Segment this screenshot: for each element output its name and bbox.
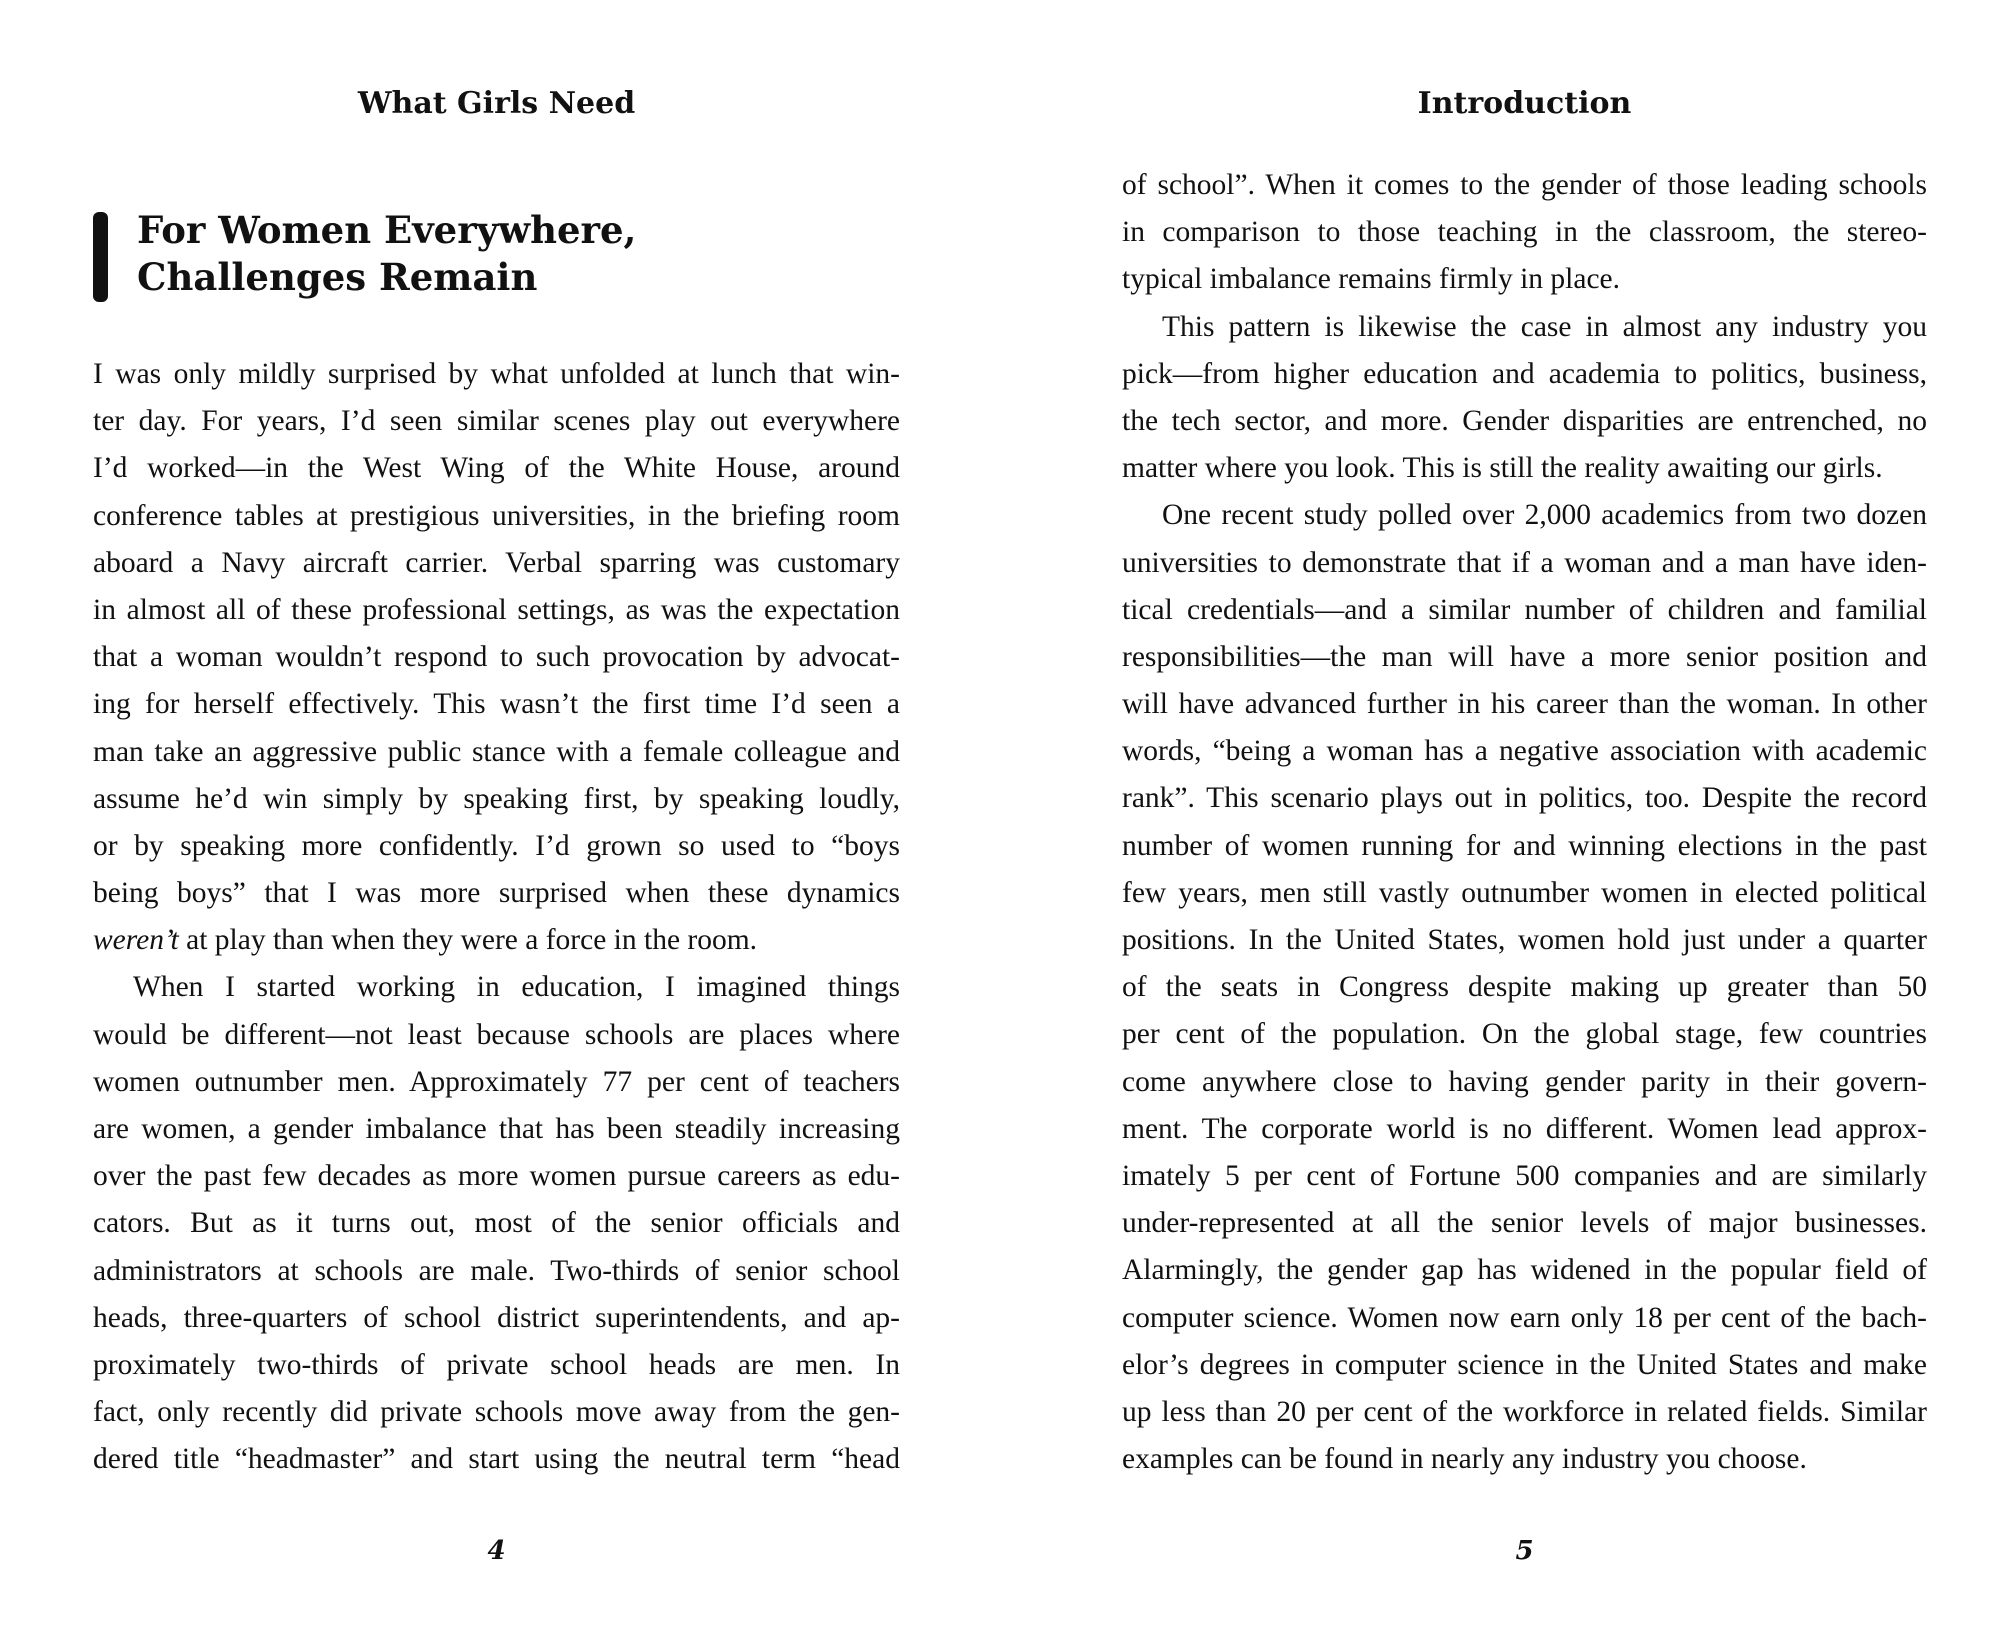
text-line: aboard a Navy aircraft carrier. Verbal sparring was customary xyxy=(93,546,900,579)
text-line: Alarmingly, the gender gap has widened in the popular field of xyxy=(1122,1254,1927,1287)
body-text-left xyxy=(93,351,900,1484)
text-line: per cent of the population. On the global stage, few countries xyxy=(1122,1018,1927,1051)
text-line: assume he’d win simply by speaking first, by speaking loudly, xyxy=(93,782,900,815)
text-line: proximately two-thirds of private school heads are men. In xyxy=(93,1348,900,1381)
text-line: over the past few decades as more women pursue careers as edu- xyxy=(93,1160,900,1193)
section-heading xyxy=(93,207,900,301)
running-head-chapter-title: Introduction xyxy=(1417,86,1632,121)
section-title-line: For Women Everywhere, xyxy=(137,208,637,252)
text-line: are women, a gender imbalance that has been steadily increasing xyxy=(93,1113,900,1145)
text-line: fact, only recently did private schools move away from the gen- xyxy=(93,1396,900,1429)
page-number: 4 xyxy=(487,1536,506,1566)
text-line: computer science. Women now earn only 18 per cent of the bach- xyxy=(1122,1301,1927,1334)
text-line: rank”. This scenario plays out in politics, too. Despite the record xyxy=(1122,782,1927,815)
text-line: would be different—not least because schools are places where xyxy=(93,1018,900,1051)
text-line: pick—from higher education and academia to politics, business, xyxy=(1122,357,1927,390)
text-line: positions. In the United States, women hold just under a quarter xyxy=(1122,924,1927,956)
text-line: heads, three-quarters of school district superintendents, and ap- xyxy=(93,1301,900,1334)
text-line: man take an aggressive public stance with a female colleague and xyxy=(93,735,900,768)
page-number: 5 xyxy=(1515,1536,1534,1566)
section-marker-bar xyxy=(93,212,108,302)
text-line: under-represented at all the senior levels of major businesses. xyxy=(1122,1207,1927,1240)
italic-word: weren’t xyxy=(93,924,179,957)
text-line-rest: at play than when they were a force in the room. xyxy=(186,924,758,957)
text-line xyxy=(93,917,900,964)
text-line: conference tables at prestigious universities, in the briefing room xyxy=(93,499,900,532)
text-line: of the seats in Congress despite making up greater than 50 xyxy=(1122,971,1927,1004)
running-head-book-title: What Girls Need xyxy=(357,86,636,121)
text-line: dered title “headmaster” and start using the neutral term “head xyxy=(93,1443,900,1476)
section-title xyxy=(137,207,900,301)
text-line: elor’s degrees in computer science in the United States and make xyxy=(1122,1348,1927,1381)
text-line: tical credentials—and a similar number of children and familial xyxy=(1122,593,1927,626)
text-line: few years, men still vastly outnumber women in elected political xyxy=(1122,876,1927,909)
right-page xyxy=(1000,0,2000,1627)
text-line: ing for herself effectively. This wasn’t the first time I’d seen a xyxy=(93,688,900,721)
text-line: This pattern is likewise the case in almost any industry you xyxy=(1162,310,1927,343)
text-line: up less than 20 per cent of the workforce in related fields. Similar xyxy=(1122,1395,1927,1428)
text-line: women outnumber men. Approximately 77 per cent of teachers xyxy=(93,1065,900,1098)
text-line: I’d worked—in the West Wing of the White House, around xyxy=(93,452,900,485)
text-line: in comparison to those teaching in the classroom, the stereo- xyxy=(1122,216,1927,249)
text-line: number of women running for and winning elections in the past xyxy=(1122,829,1927,862)
text-line: matter where you look. This is still the reality awaiting our girls. xyxy=(1122,452,1883,485)
text-line: examples can be found in nearly any industry you choose. xyxy=(1122,1443,1807,1476)
text-line: ment. The corporate world is no different. Women lead approx- xyxy=(1122,1112,1927,1145)
text-line: administrators at schools are male. Two-thirds of senior school xyxy=(93,1254,900,1287)
text-line: imately 5 per cent of Fortune 500 companies and are similarly xyxy=(1122,1159,1927,1192)
text-line: When I started working in education, I imagined things xyxy=(133,971,900,1004)
text-line: come anywhere close to having gender parity in their govern- xyxy=(1122,1065,1927,1098)
text-line: words, “being a woman has a negative association with academic xyxy=(1122,735,1927,768)
text-line: typical imbalance remains firmly in place. xyxy=(1122,263,1621,296)
text-line: ter day. For years, I’d seen similar scenes play out everywhere xyxy=(93,405,900,438)
text-line: of school”. When it comes to the gender of those leading schools xyxy=(1122,169,1927,201)
text-line: being boys” that I was more surprised when these dynamics xyxy=(93,877,900,910)
text-line: in almost all of these professional settings, as was the expectation xyxy=(93,593,900,626)
text-line: will have advanced further in his career than the woman. In other xyxy=(1122,688,1927,721)
text-line: responsibilities—the man will have a more senior position and xyxy=(1122,640,1927,673)
text-line: universities to demonstrate that if a woman and a man have iden- xyxy=(1122,546,1927,579)
text-line: One recent study polled over 2,000 academics from two dozen xyxy=(1162,499,1927,532)
body-text-right xyxy=(1122,162,1927,1483)
text-line: or by speaking more confidently. I’d grown so used to “boys xyxy=(93,829,900,862)
section-title-line: Challenges Remain xyxy=(137,255,538,299)
text-line: the tech sector, and more. Gender disparities are entrenched, no xyxy=(1122,404,1927,437)
text-line: cators. But as it turns out, most of the senior officials and xyxy=(93,1207,900,1240)
text-line: that a woman wouldn’t respond to such provocation by advocat- xyxy=(93,641,900,674)
text-line: I was only mildly surprised by what unfolded at lunch that win- xyxy=(93,358,900,390)
